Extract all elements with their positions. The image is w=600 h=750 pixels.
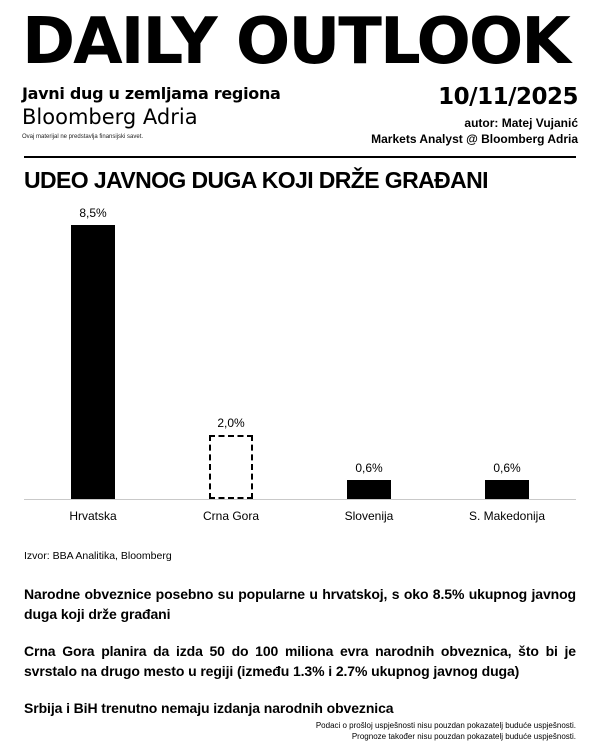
category-label: Crna Gora [202, 509, 260, 523]
commentary-section [24, 584, 576, 718]
footer-disclaimer [316, 720, 576, 742]
category-label: Hrvatska [69, 509, 117, 523]
bar-value-label: 0,6% [493, 461, 521, 475]
header-meta-row [22, 84, 578, 146]
header-left [22, 84, 281, 140]
chart-bar [209, 435, 253, 499]
commentary-line: Srbija i BiH trenutno nemaju izdanja narodnih obveznica [24, 700, 394, 716]
chart-bar [71, 225, 115, 499]
commentary-paragraph [24, 584, 576, 624]
issue-date: 10/11/2025 [438, 84, 578, 110]
chart-column [162, 416, 300, 499]
bar-value-label: 2,0% [217, 416, 245, 430]
commentary-line: duga koji drže građani [24, 606, 171, 622]
commentary-paragraph [24, 698, 576, 718]
chart-column [438, 461, 576, 499]
bar-chart [24, 167, 576, 562]
header-right [371, 84, 578, 146]
category-label: Slovenija [344, 509, 394, 523]
commentary-line: Crna Gora planira da izda 50 do 100 miliona evra narodnih obveznica, što bi je [24, 643, 576, 659]
edition-subtitle: Javni dug u zemljama regiona [22, 84, 281, 103]
footer-line: Podaci o prošloj uspješnosti nisu pouzdan pokazatelj buduće uspješnosti. [315, 721, 576, 730]
chart-source: Izvor: BBA Analitika, Bloomberg [24, 550, 172, 562]
chart-title: UDEO JAVNOG DUGA KOJI DRŽE GRAĐANI [24, 167, 488, 193]
category-label: S. Makedonija [468, 509, 546, 523]
page-title: DAILY OUTLOOK [22, 5, 569, 79]
chart-category-axis [24, 500, 576, 523]
footer-line: Prognoze također nisu pouzdan pokazatelj buduće uspješnosti. [351, 732, 576, 741]
bar-value-label: 8,5% [79, 206, 107, 220]
header-divider [24, 156, 576, 158]
author-name: autor: Matej Vujanić [464, 116, 578, 130]
commentary-line: svrstalo na drugo mesto u regiji (između 1.3% i 2.7% ukupnog javnog duga) [24, 663, 520, 679]
bar-value-label: 0,6% [355, 461, 383, 475]
chart-bar [485, 480, 529, 499]
chart-plot-area [24, 198, 576, 500]
header [0, 0, 600, 146]
commentary-line: Narodne obveznice posebno su popularne u hrvatskoj, s oko 8.5% ukupnog javnog [24, 586, 576, 602]
legal-disclaimer: Ovaj materijal ne predstavlja finansijski savet. [22, 134, 144, 140]
chart-column [300, 461, 438, 499]
commentary-paragraph [24, 641, 576, 681]
chart-column [24, 206, 162, 499]
brand-name: Bloomberg Adria [22, 105, 198, 129]
author-role: Markets Analyst @ Bloomberg Adria [371, 132, 578, 146]
chart-bar [347, 480, 391, 499]
